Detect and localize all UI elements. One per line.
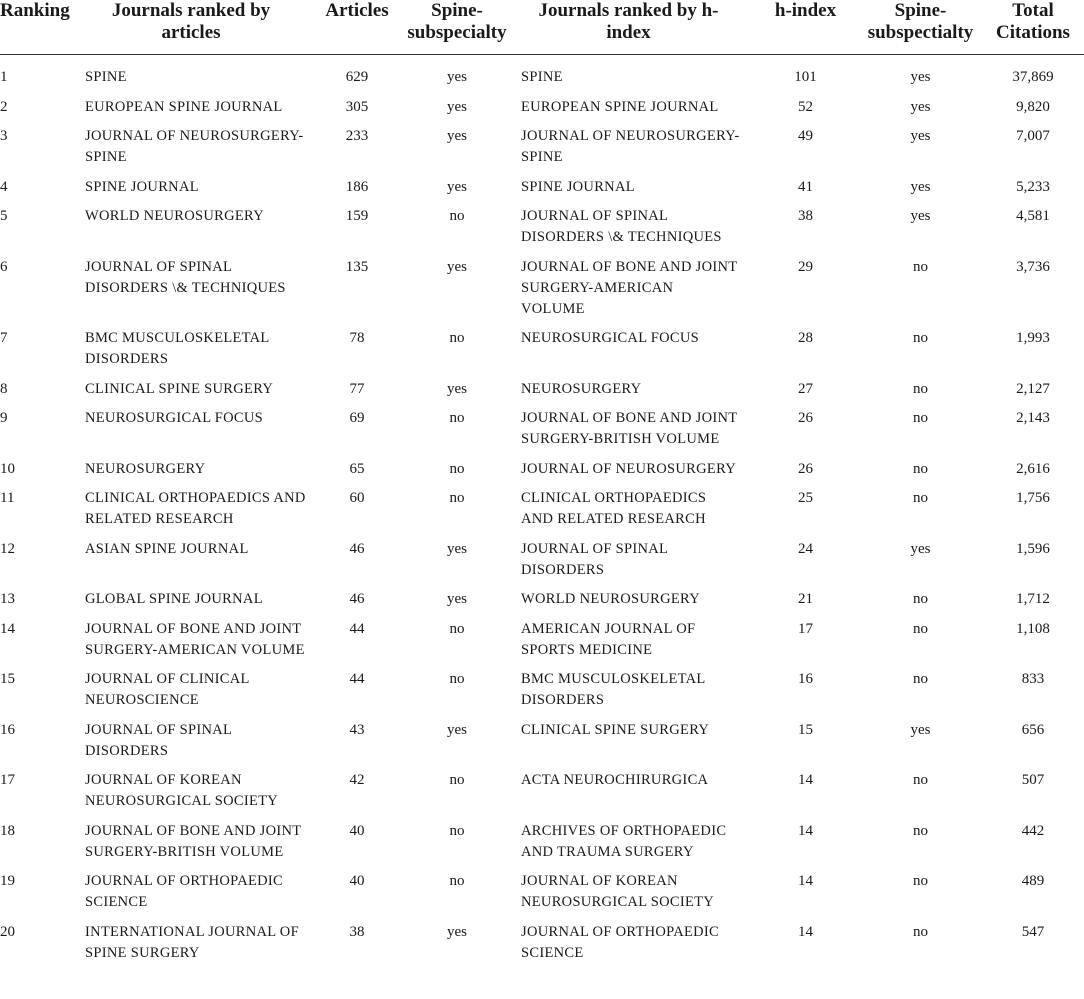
cell-total-citations: 507 [1021, 772, 1045, 788]
cell-journal-by-articles: JOURNAL OF NEUROSURGERY-SPINE [85, 128, 304, 165]
cell-hindex: 21 [798, 591, 813, 607]
cell-hindex: 26 [798, 460, 813, 477]
cell-hindex: 24 [798, 540, 813, 557]
cell-spine-subspecialty-articles: yes [447, 98, 467, 115]
table-row [0, 922, 1084, 973]
cell-articles: 43 [349, 721, 365, 738]
cell-ranking: 2 [0, 98, 8, 115]
cell-articles: 78 [349, 330, 365, 346]
table-row [0, 328, 1084, 379]
cell-spine-subspecialty-articles: yes [447, 128, 467, 144]
cell-journal-by-articles: SPINE [85, 69, 127, 85]
cell-spine-subspecialty-hindex: no [913, 380, 928, 397]
cell-ranking: 5 [0, 208, 8, 224]
cell-spine-subspecialty-hindex: no [913, 460, 928, 477]
cell-hindex: 14 [798, 772, 813, 788]
cell-journal-by-articles: EUROPEAN SPINE JOURNAL [85, 98, 283, 115]
cell-journal-by-articles: JOURNAL OF CLINICAL NEUROSCIENCE [85, 671, 250, 708]
cell-ranking: 19 [0, 873, 15, 889]
cell-hindex: 16 [798, 671, 813, 687]
cell-total-citations: 489 [1021, 873, 1045, 889]
cell-articles: 233 [345, 128, 369, 144]
cell-total-citations: 3,736 [1016, 258, 1050, 275]
cell-ranking: 17 [0, 772, 15, 788]
cell-spine-subspecialty-hindex: no [913, 772, 928, 788]
cell-journal-by-hindex: JOURNAL OF SPINAL DISORDERS \& TECHNIQUES [521, 208, 722, 245]
cell-spine-subspecialty-articles: no [449, 208, 465, 224]
header-spine-subspecialty-hindex: Spine-subspectialty [859, 0, 982, 55]
cell-journal-by-hindex: JOURNAL OF BONE AND JOINT SURGERY-AMERICAN VOLUME [521, 258, 738, 317]
cell-journal-by-hindex: CLINICAL ORTHOPAEDICS AND RELATED RESEARCH [521, 490, 707, 527]
cell-total-citations: 1,712 [1016, 591, 1050, 607]
cell-articles: 159 [345, 208, 369, 224]
cell-spine-subspecialty-hindex: yes [910, 721, 931, 738]
cell-articles: 46 [349, 591, 365, 607]
cell-journal-by-articles: JOURNAL OF BONE AND JOINT SURGERY-AMERICAN VOLUME [85, 620, 305, 658]
cell-ranking: 18 [0, 822, 15, 839]
cell-total-citations: 2,143 [1016, 410, 1050, 426]
cell-hindex: 27 [798, 380, 813, 397]
cell-spine-subspecialty-articles: yes [447, 258, 467, 275]
table-row [0, 206, 1084, 257]
cell-total-citations: 1,596 [1016, 540, 1050, 557]
cell-articles: 135 [345, 258, 369, 275]
cell-spine-subspecialty-hindex: no [913, 923, 928, 940]
header-articles: Articles [321, 0, 393, 55]
cell-hindex: 14 [798, 822, 813, 839]
cell-journal-by-hindex: JOURNAL OF NEUROSURGERY [521, 460, 737, 477]
cell-spine-subspecialty-articles: no [449, 490, 465, 506]
cell-journal-by-hindex: ACTA NEUROCHIRURGICA [521, 772, 709, 788]
cell-hindex: 29 [798, 258, 813, 275]
cell-ranking: 7 [0, 330, 8, 346]
table-row [0, 539, 1084, 590]
cell-ranking: 15 [0, 671, 15, 687]
cell-ranking: 9 [0, 410, 8, 426]
header-hindex: h-index [752, 0, 859, 55]
cell-spine-subspecialty-articles: no [449, 620, 465, 637]
cell-journal-by-hindex: CLINICAL SPINE SURGERY [521, 721, 710, 738]
cell-journal-by-hindex: NEUROSURGERY [521, 380, 642, 397]
cell-journal-by-articles: CLINICAL ORTHOPAEDICS AND RELATED RESEARCH [85, 490, 306, 527]
cell-total-citations: 442 [1021, 822, 1045, 839]
cell-hindex: 14 [798, 873, 813, 889]
cell-hindex: 28 [798, 330, 813, 346]
cell-articles: 42 [349, 772, 365, 788]
table-row [0, 488, 1084, 539]
header-journals-by-articles: Journals ranked by articles [85, 0, 321, 55]
cell-journal-by-hindex: EUROPEAN SPINE JOURNAL [521, 98, 719, 115]
cell-spine-subspecialty-articles: yes [447, 721, 467, 738]
cell-journal-by-articles: CLINICAL SPINE SURGERY [85, 380, 274, 397]
cell-articles: 38 [349, 923, 365, 940]
table-header [0, 0, 1084, 55]
table-row [0, 379, 1084, 409]
cell-spine-subspecialty-articles: yes [447, 540, 467, 557]
cell-journal-by-hindex: JOURNAL OF BONE AND JOINT SURGERY-BRITISH VOLUME [521, 410, 738, 447]
table-row [0, 821, 1084, 872]
table-row [0, 770, 1084, 821]
cell-articles: 46 [349, 540, 365, 557]
cell-ranking: 6 [0, 258, 8, 275]
cell-hindex: 25 [798, 490, 813, 506]
cell-ranking: 8 [0, 380, 8, 397]
cell-ranking: 13 [0, 591, 15, 607]
cell-journal-by-hindex: JOURNAL OF SPINAL DISORDERS [521, 540, 668, 578]
cell-journal-by-articles: JOURNAL OF SPINAL DISORDERS [85, 721, 232, 759]
cell-journal-by-hindex: JOURNAL OF KOREAN NEUROSURGICAL SOCIETY [521, 873, 715, 910]
cell-total-citations: 656 [1021, 721, 1045, 738]
cell-articles: 44 [349, 620, 365, 637]
cell-ranking: 12 [0, 540, 15, 557]
cell-hindex: 101 [794, 69, 817, 85]
cell-journal-by-hindex: ARCHIVES OF ORTHOPAEDIC AND TRAUMA SURGERY [521, 822, 727, 860]
cell-hindex: 52 [798, 98, 813, 115]
table-row [0, 126, 1084, 177]
cell-journal-by-hindex: NEUROSURGICAL FOCUS [521, 330, 699, 346]
cell-spine-subspecialty-articles: yes [447, 380, 467, 397]
cell-total-citations: 1,756 [1016, 490, 1050, 506]
cell-journal-by-articles: JOURNAL OF KOREAN NEUROSURGICAL SOCIETY [85, 772, 279, 809]
cell-spine-subspecialty-hindex: no [913, 671, 928, 687]
cell-journal-by-hindex: WORLD NEUROSURGERY [521, 591, 701, 607]
cell-journal-by-articles: BMC MUSCULOSKELETAL DISORDERS [85, 330, 270, 367]
cell-spine-subspecialty-articles: yes [447, 591, 467, 607]
header-journals-by-hindex: Journals ranked by h-index [521, 0, 752, 55]
cell-hindex: 17 [798, 620, 813, 637]
cell-spine-subspecialty-hindex: no [913, 490, 928, 506]
cell-journal-by-articles: NEUROSURGICAL FOCUS [85, 410, 263, 426]
cell-articles: 305 [345, 98, 369, 115]
cell-journal-by-hindex: AMERICAN JOURNAL OF SPORTS MEDICINE [521, 620, 696, 658]
cell-spine-subspecialty-articles: no [449, 410, 465, 426]
cell-hindex: 49 [798, 128, 813, 144]
cell-journal-by-hindex: SPINE [521, 69, 563, 85]
cell-journal-by-articles: JOURNAL OF SPINAL DISORDERS \& TECHNIQUES [85, 258, 286, 296]
cell-spine-subspecialty-articles: yes [447, 178, 467, 195]
cell-articles: 44 [349, 671, 365, 687]
cell-journal-by-articles: NEUROSURGERY [85, 460, 206, 477]
cell-spine-subspecialty-hindex: yes [910, 540, 931, 557]
cell-hindex: 26 [798, 410, 813, 426]
cell-journal-by-hindex: JOURNAL OF ORTHOPAEDIC SCIENCE [521, 923, 720, 961]
cell-hindex: 41 [798, 178, 813, 195]
cell-journal-by-articles: GLOBAL SPINE JOURNAL [85, 591, 263, 607]
table-row [0, 55, 1084, 97]
cell-spine-subspecialty-articles: no [449, 873, 465, 889]
cell-journal-by-articles: INTERNATIONAL JOURNAL OF SPINE SURGERY [85, 923, 299, 961]
cell-spine-subspecialty-hindex: yes [910, 128, 931, 144]
cell-journal-by-articles: ASIAN SPINE JOURNAL [85, 540, 249, 557]
cell-journal-by-hindex: JOURNAL OF NEUROSURGERY-SPINE [521, 128, 740, 165]
cell-articles: 65 [349, 460, 365, 477]
cell-articles: 186 [345, 178, 369, 195]
cell-spine-subspecialty-hindex: no [913, 330, 928, 346]
table-row [0, 871, 1084, 922]
cell-journal-by-articles: JOURNAL OF ORTHOPAEDIC SCIENCE [85, 873, 284, 910]
cell-spine-subspecialty-articles: no [449, 330, 465, 346]
cell-spine-subspecialty-articles: no [449, 822, 465, 839]
cell-ranking: 4 [0, 178, 8, 195]
cell-spine-subspecialty-articles: no [449, 460, 465, 477]
cell-spine-subspecialty-hindex: no [913, 822, 928, 839]
header-total-citations: Total Citations [982, 0, 1084, 55]
cell-hindex: 14 [798, 923, 813, 940]
table-row [0, 97, 1084, 127]
cell-total-citations: 1,108 [1016, 620, 1050, 637]
table-row [0, 589, 1084, 619]
cell-spine-subspecialty-hindex: yes [910, 98, 931, 115]
table-row [0, 257, 1084, 329]
cell-journal-by-articles: WORLD NEUROSURGERY [85, 208, 265, 224]
cell-ranking: 14 [0, 620, 15, 637]
cell-spine-subspecialty-articles: no [449, 772, 465, 788]
cell-journal-by-articles: SPINE JOURNAL [85, 178, 199, 195]
cell-total-citations: 37,869 [1012, 69, 1054, 85]
cell-hindex: 38 [798, 208, 813, 224]
table-body [0, 55, 1084, 973]
table-row [0, 177, 1084, 207]
header-spine-subspecialty-articles: Spine-subspecialty [393, 0, 521, 55]
cell-total-citations: 547 [1021, 923, 1045, 940]
cell-total-citations: 9,820 [1016, 98, 1050, 115]
cell-spine-subspecialty-hindex: no [913, 410, 928, 426]
cell-articles: 40 [349, 873, 365, 889]
table-row [0, 619, 1084, 670]
table-row [0, 720, 1084, 771]
cell-total-citations: 7,007 [1016, 128, 1050, 144]
cell-spine-subspecialty-hindex: yes [910, 178, 931, 195]
cell-ranking: 20 [0, 923, 15, 940]
cell-ranking: 1 [0, 69, 8, 85]
cell-total-citations: 2,616 [1016, 460, 1050, 477]
header-ranking: Ranking [0, 0, 85, 55]
cell-ranking: 3 [0, 128, 8, 144]
cell-total-citations: 2,127 [1016, 380, 1050, 397]
cell-spine-subspecialty-hindex: yes [910, 69, 931, 85]
cell-spine-subspecialty-articles: yes [447, 69, 467, 85]
cell-total-citations: 4,581 [1016, 208, 1050, 224]
table-row [0, 408, 1084, 459]
table-row [0, 459, 1084, 489]
cell-articles: 77 [349, 380, 365, 397]
cell-articles: 40 [349, 822, 365, 839]
cell-articles: 629 [345, 69, 369, 85]
cell-hindex: 15 [798, 721, 813, 738]
cell-ranking: 16 [0, 721, 15, 738]
cell-spine-subspecialty-hindex: no [913, 873, 928, 889]
table-row [0, 669, 1084, 720]
cell-ranking: 11 [0, 490, 15, 506]
cell-journal-by-hindex: BMC MUSCULOSKELETAL DISORDERS [521, 671, 706, 708]
cell-ranking: 10 [0, 460, 15, 477]
cell-spine-subspecialty-hindex: no [913, 591, 928, 607]
cell-articles: 69 [349, 410, 365, 426]
cell-spine-subspecialty-hindex: no [913, 258, 928, 275]
cell-journal-by-articles: JOURNAL OF BONE AND JOINT SURGERY-BRITISH VOLUME [85, 822, 302, 860]
cell-spine-subspecialty-articles: yes [447, 923, 467, 940]
cell-total-citations: 833 [1021, 671, 1045, 687]
cell-journal-by-hindex: SPINE JOURNAL [521, 178, 635, 195]
cell-total-citations: 5,233 [1016, 178, 1050, 195]
cell-spine-subspecialty-hindex: no [913, 620, 928, 637]
cell-articles: 60 [349, 490, 365, 506]
cell-spine-subspecialty-hindex: yes [910, 208, 931, 224]
cell-spine-subspecialty-articles: no [449, 671, 465, 687]
cell-total-citations: 1,993 [1016, 330, 1050, 346]
